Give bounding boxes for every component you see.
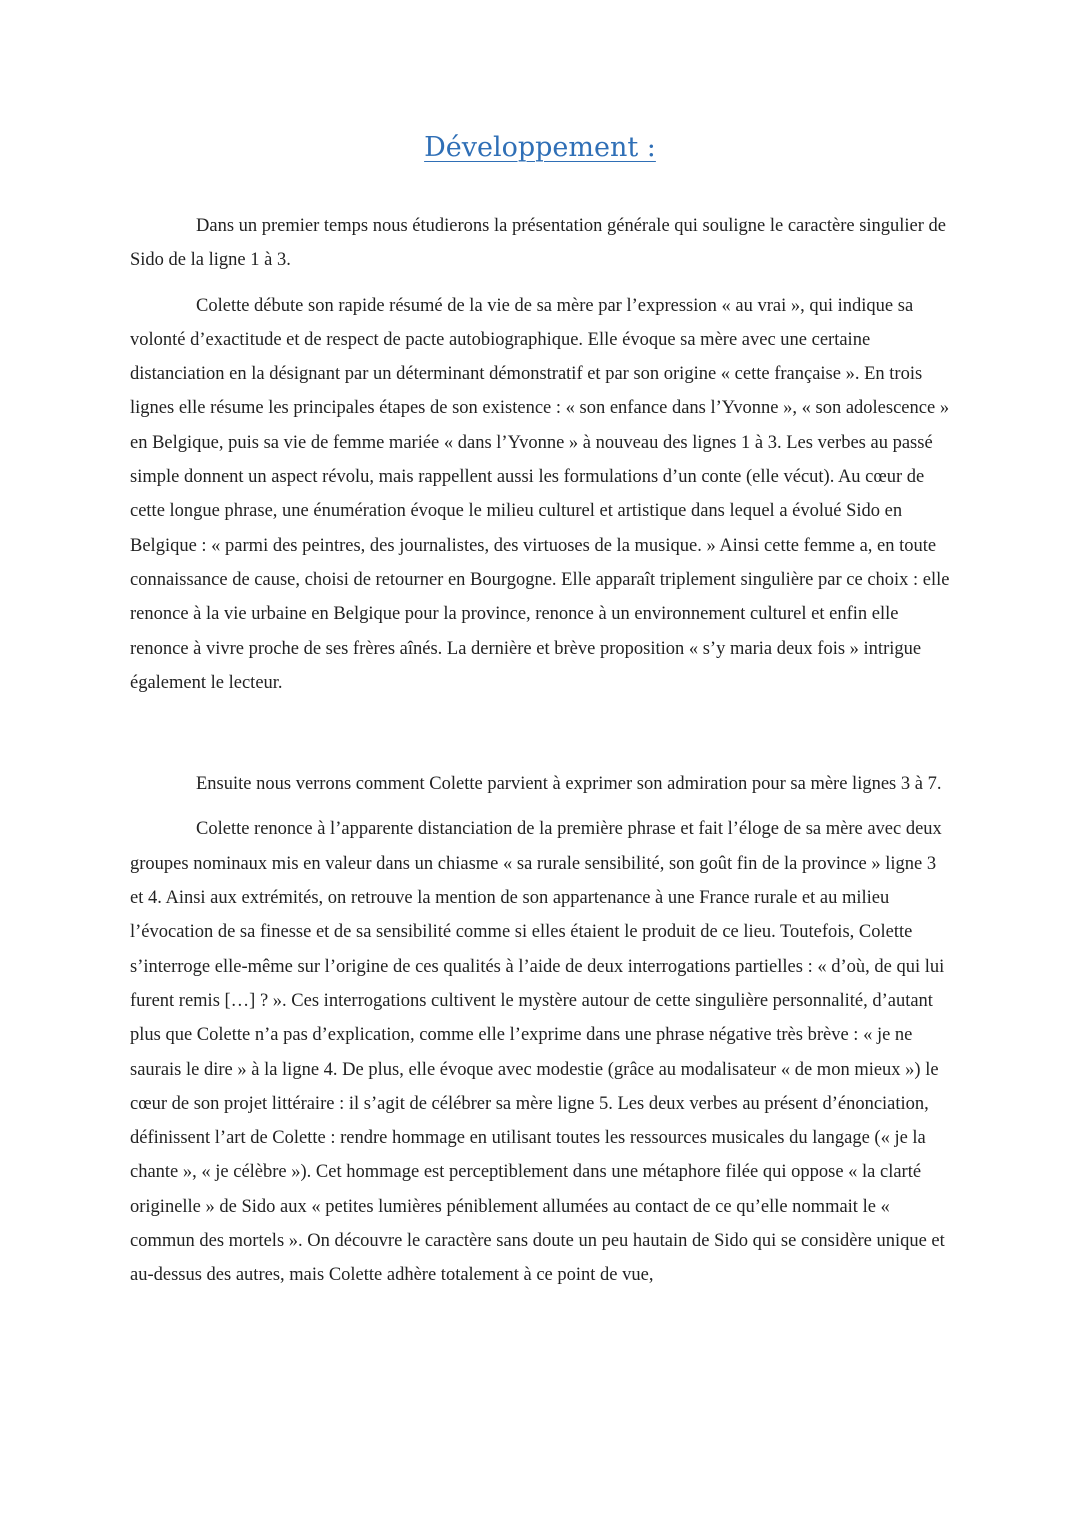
document-body — [130, 209, 952, 1293]
paragraph-analysis-part-1: Colette débute son rapide résumé de la vie de sa mère par l’expression « au vrai », qui indique sa volonté d’exactitude et de respect de pacte autobiographique. Elle évoque sa mère avec une certaine distanciation en la désignant par un déterminant démonstratif et par son origine « cette française ». En trois lignes elle résume les principales étapes de son existence : « son enfance dans l’Yvonne », « son adolescence » en Belgique, puis sa vie de femme mariée « dans l’Yvonne » à nouveau des lignes 1 à 3. Les verbes au passé simple donnent un aspect révolu, mais rappellent aussi les formulations d’un conte (elle vécut). Au cœur de cette longue phrase, une énumération évoque le milieu culturel et artistique dans lequel a évolué Sido en Belgique : « parmi des peintres, des journalistes, des virtuoses de la musique. » Ainsi cette femme a, en toute connaissance de cause, choisi de retourner en Bourgogne. Elle apparaît triplement singulière par ce choix : elle renonce à la vie urbaine en Belgique pour la province, renonce à un environnement culturel et enfin elle renonce à vivre proche de ses frères aînés. La dernière et brève proposition « s’y maria deux fois » intrigue également le lecteur. — [130, 295, 950, 693]
paragraph-intro-part-1: Dans un premier temps nous étudierons la présentation générale qui souligne le caractère singulier de Sido de la ligne 1 à 3. — [130, 216, 947, 271]
paragraph-intro-part-2: Ensuite nous verrons comment Colette parvient à exprimer son admiration pour sa mère lignes 3 à 7. — [196, 774, 942, 795]
paragraph-analysis-part-2: Colette renonce à l’apparente distanciation de la première phrase et fait l’éloge de sa mère avec deux groupes nominaux mis en valeur dans un chiasme « sa rurale sensibilité, son goût fin de la province » ligne 3 et 4. Ainsi aux extrémités, on retrouve la mention de son appartenance à une France rurale et au milieu l’évocation de sa finesse et de sa sensibilité comme si elles étaient le produit de ce lieu. Toutefois, Colette s’interroge elle-même sur l’origine de ces qualités à l’aide de deux interrogations partielles : « d’où, de qui lui furent remis […] ? ». Ces interrogations cultivent le mystère autour de cette singulière personnalité, d’autant plus que Colette n’a pas d’explication, comme elle l’exprime dans une phrase négative très brève : « je ne saurais le dire » à la ligne 4. De plus, elle évoque avec modestie (grâce au modalisateur « de mon mieux ») le cœur de son projet littéraire : il s’agit de célébrer sa mère ligne 5. Les deux verbes au présent d’énonciation, définissent l’art de Colette : rendre hommage en utilisant toutes les ressources musicales du langage (« je la chante », « je célèbre »). Cet hommage est perceptiblement dans une métaphore filée qui oppose « la clarté originelle » de Sido aux « petites lumières péniblement allumées au contact de ce qu’elle nommait le « commun des mortels ». On découvre le caractère sans doute un peu hautain de Sido qui se considère unique et au-dessus des autres, mais Colette adhère totalement à ce point de vue, — [130, 819, 945, 1286]
section-title: Développement : — [424, 132, 656, 163]
